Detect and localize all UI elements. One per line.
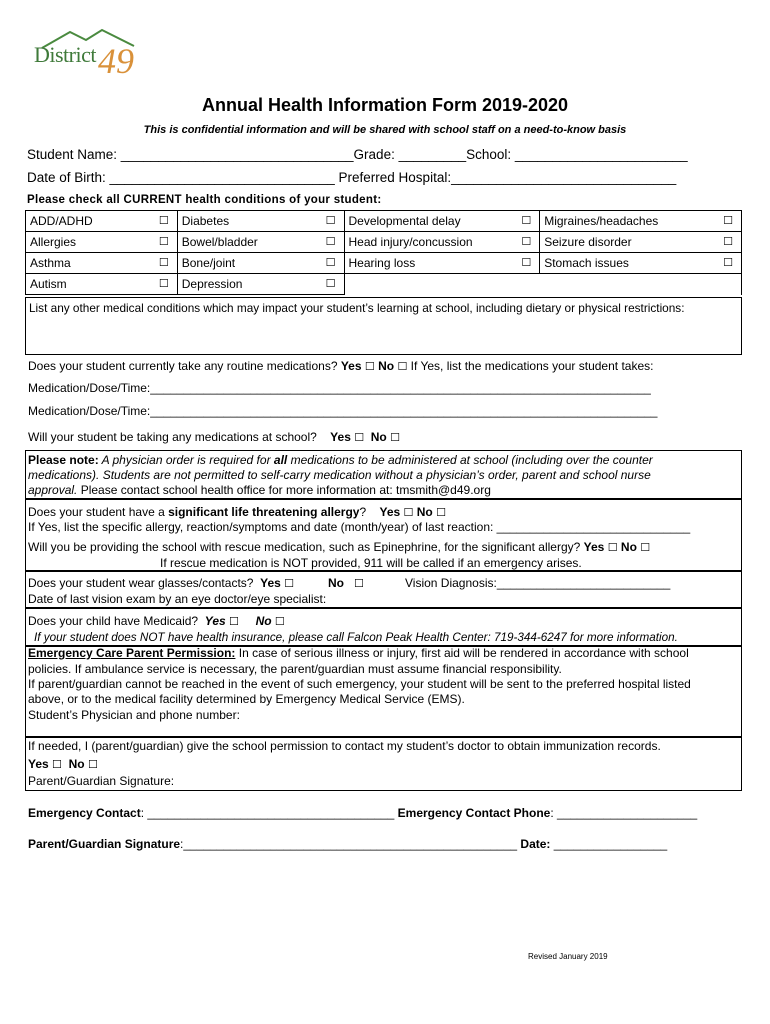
- checkbox-icon[interactable]: ☐: [158, 256, 169, 269]
- checkbox-icon[interactable]: ☐: [325, 235, 336, 248]
- checkbox-icon[interactable]: ☐: [274, 615, 285, 628]
- form-subtitle: This is confidential information and will be shared with school staff on a need-to-know basis: [143, 124, 627, 136]
- checkbox-icon[interactable]: ☐: [403, 506, 414, 519]
- checkbox-icon[interactable]: ☐: [521, 214, 532, 227]
- medication-line-1[interactable]: Medication/Dose/Time:___________________________________________________________________________: [28, 381, 651, 395]
- checkbox-icon[interactable]: ☐: [158, 277, 169, 290]
- conditions-heading: Please check all CURRENT health conditions of your student:: [27, 194, 382, 206]
- checkbox-icon[interactable]: ☐: [354, 431, 365, 444]
- checkbox-icon[interactable]: ☐: [436, 506, 446, 519]
- emergency-line-4: above, or to the medical facility determined by Emergency Medical Service (EMS).: [28, 692, 465, 706]
- condition-cell[interactable]: ADD/ADHD ☐: [26, 211, 178, 232]
- checkbox-icon[interactable]: ☐: [158, 235, 169, 248]
- logo-number: 49: [98, 41, 134, 81]
- parent-signature-field[interactable]: Parent/Guardian Signature:__________________________________________________ Date: _________________: [28, 837, 668, 851]
- checkbox-icon[interactable]: ☐: [640, 541, 651, 554]
- dob-hospital-field[interactable]: Date of Birth: ______________________________ Preferred Hospital:______________________________: [27, 170, 677, 185]
- condition-cell[interactable]: Depression ☐: [177, 274, 344, 295]
- vision-no: No ☐: [328, 576, 364, 590]
- condition-cell[interactable]: Autism ☐: [26, 274, 178, 295]
- condition-cell[interactable]: Bone/joint ☐: [177, 253, 344, 274]
- condition-cell[interactable]: Migraines/headaches ☐: [540, 211, 742, 232]
- revised-date: Revised January 2019: [528, 952, 608, 961]
- table-row: [26, 211, 742, 232]
- medicaid-note: If your student does NOT have health insurance, please call Falcon Peak Health Center: 719-344-6247 for more information.: [34, 631, 678, 644]
- checkbox-icon[interactable]: ☐: [521, 235, 532, 248]
- conditions-table: [25, 210, 742, 295]
- medicaid-question: Does your child have Medicaid? Yes ☐ No ☐: [28, 614, 285, 628]
- emergency-line-1: Emergency Care Parent Permission: In case of serious illness or injury, first aid will be rendered in accordance with school: [28, 646, 689, 660]
- medications-question: Does your student currently take any routine medications? Yes ☐ No ☐ If Yes, list the medications your student takes:: [28, 359, 654, 373]
- immunization-choice: Yes ☐ No ☐: [28, 757, 98, 771]
- checkbox-icon[interactable]: ☐: [325, 256, 336, 269]
- form-title: Annual Health Information Form 2019-2020: [201, 95, 569, 115]
- vision-diagnosis[interactable]: Vision Diagnosis:__________________________: [405, 576, 671, 590]
- empty-cell: [344, 274, 742, 295]
- note-line-2: medications). Students are not permitted to self-carry medication without a physician’s order, parent and school nurse: [28, 468, 651, 482]
- note-line-1: Please note: A physician order is required for all medications to be administered at school (including over the counter: [28, 453, 653, 467]
- allergy-detail[interactable]: If Yes, list the specific allergy, reaction/symptoms and date (month/year) of last reaction: _____________________________: [28, 520, 691, 534]
- checkbox-icon[interactable]: ☐: [723, 235, 733, 248]
- other-conditions-box[interactable]: [25, 297, 742, 355]
- condition-cell[interactable]: Hearing loss ☐: [344, 253, 540, 274]
- checkbox-icon[interactable]: ☐: [521, 256, 532, 269]
- logo-name: District: [34, 42, 96, 67]
- emergency-line-3: If parent/guardian cannot be reached in the event of such emergency, your student will be sent to the preferred hospital listed: [28, 677, 691, 691]
- medication-line-2[interactable]: Medication/Dose/Time:____________________________________________________________________________: [28, 404, 658, 418]
- checkbox-icon[interactable]: ☐: [87, 758, 98, 771]
- district-logo: [30, 26, 150, 98]
- checkbox-icon[interactable]: ☐: [723, 256, 733, 269]
- table-row: [26, 232, 742, 253]
- checkbox-icon[interactable]: ☐: [397, 360, 408, 373]
- rescue-note: If rescue medication is NOT provided, 911 will be called if an emergency arises.: [160, 556, 582, 570]
- checkbox-icon[interactable]: ☐: [364, 360, 375, 373]
- vision-exam[interactable]: Date of last vision exam by an eye doctor/eye specialist:: [28, 592, 327, 606]
- checkbox-icon[interactable]: ☐: [607, 541, 618, 554]
- student-name-field[interactable]: Student Name: _______________________________Grade: _________School: _______________________: [27, 147, 688, 162]
- checkbox-icon[interactable]: ☐: [284, 577, 295, 590]
- emergency-contact-field[interactable]: Emergency Contact: _____________________________________ Emergency Contact Phone: _____________________: [28, 806, 698, 820]
- other-conditions-label: List any other medical conditions which may impact your student’s learning at school, including dietary or physical restrictions:: [29, 301, 685, 315]
- checkbox-icon[interactable]: ☐: [229, 615, 239, 628]
- checkbox-icon[interactable]: ☐: [158, 214, 169, 227]
- immunization-text: If needed, I (parent/guardian) give the school permission to contact my student’s doctor to obtain immunization records.: [28, 739, 661, 753]
- condition-cell[interactable]: Allergies ☐: [26, 232, 178, 253]
- condition-cell[interactable]: Bowel/bladder ☐: [177, 232, 344, 253]
- immunization-signature[interactable]: Parent/Guardian Signature:: [28, 774, 175, 788]
- note-line-3: approval. Please contact school health office for more information at: tmsmith@d49.org: [28, 483, 491, 497]
- checkbox-icon[interactable]: ☐: [52, 758, 62, 771]
- emergency-line-2: policies. If ambulance service is necessary, the parent/guardian must assume financial responsibility.: [28, 662, 562, 676]
- condition-cell[interactable]: Seizure disorder ☐: [540, 232, 742, 253]
- condition-cell[interactable]: Stomach issues ☐: [540, 253, 742, 274]
- vision-question: Does your student wear glasses/contacts? Yes ☐: [28, 576, 295, 590]
- checkbox-icon[interactable]: ☐: [390, 431, 400, 444]
- allergy-question: Does your student have a significant life threatening allergy? Yes ☐ No ☐: [28, 505, 446, 519]
- condition-cell[interactable]: Asthma ☐: [26, 253, 178, 274]
- table-row: [26, 274, 742, 295]
- checkbox-icon[interactable]: ☐: [354, 577, 364, 590]
- checkbox-icon[interactable]: ☐: [723, 214, 733, 227]
- physician-field[interactable]: Student’s Physician and phone number:: [28, 708, 240, 722]
- checkbox-icon[interactable]: ☐: [325, 214, 336, 227]
- condition-cell[interactable]: Head injury/concussion ☐: [344, 232, 540, 253]
- checkbox-icon[interactable]: ☐: [325, 277, 336, 290]
- condition-cell[interactable]: Diabetes ☐: [177, 211, 344, 232]
- table-row: [26, 253, 742, 274]
- medications-at-school: Will your student be taking any medications at school? Yes ☐ No ☐: [28, 430, 400, 444]
- rescue-question: Will you be providing the school with rescue medication, such as Epinephrine, for the significant allergy? Yes ☐ No ☐: [28, 540, 651, 554]
- condition-cell[interactable]: Developmental delay ☐: [344, 211, 540, 232]
